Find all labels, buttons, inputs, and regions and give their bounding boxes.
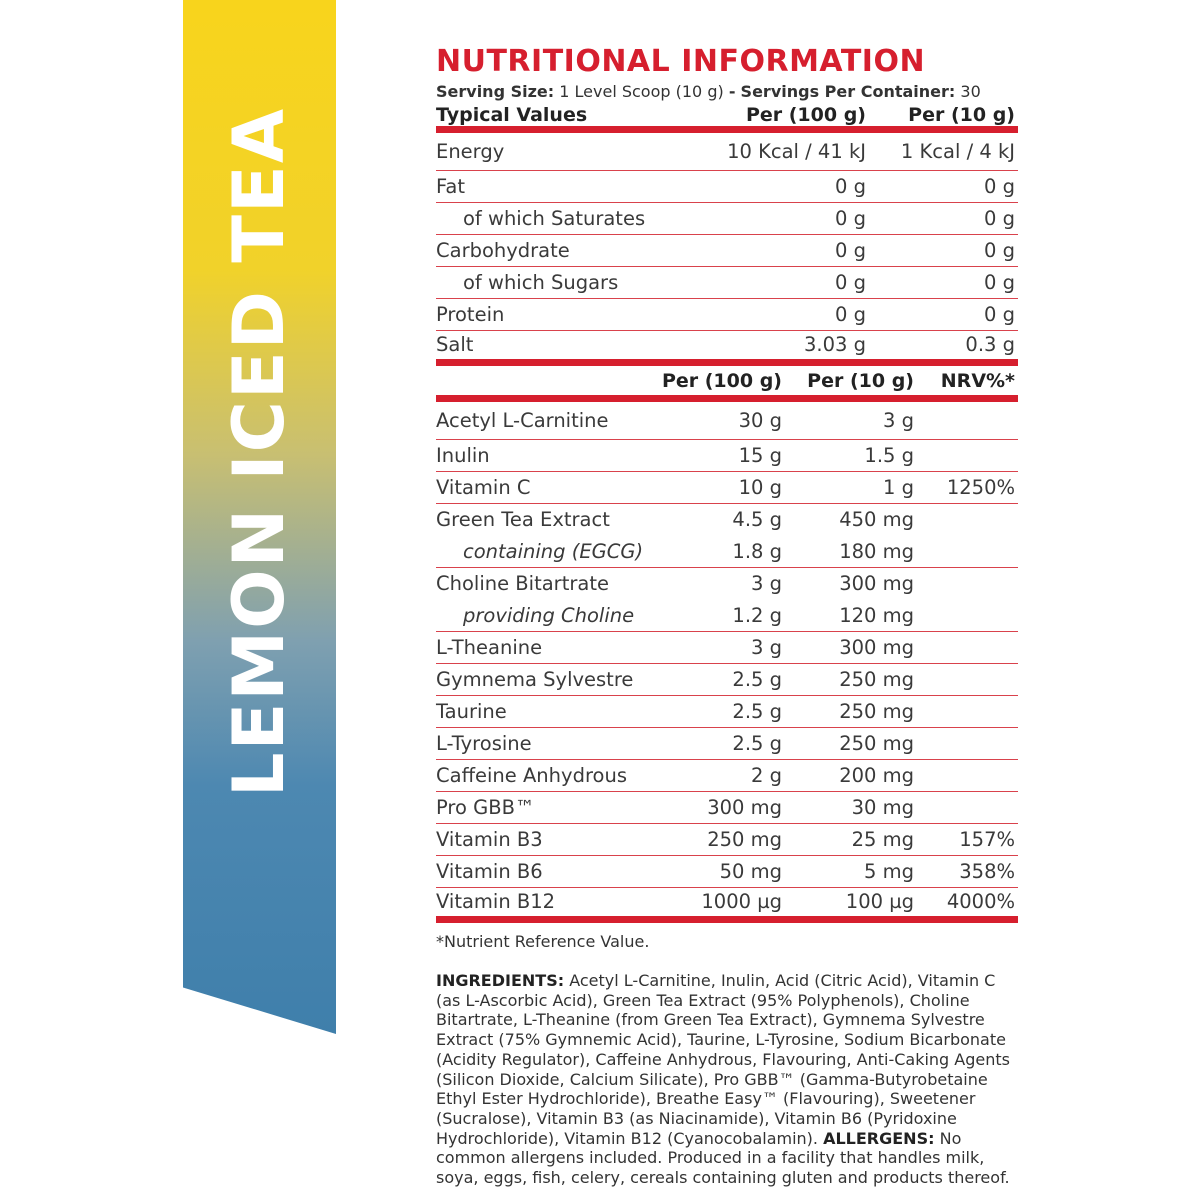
nutrient-name: Salt xyxy=(436,333,474,356)
allergens-text: No common allergens included. Produced in a facility that handles milk, soya, eggs, fish, celery, cereals containing gluten and products thereof. xyxy=(436,1128,1010,1188)
nutrition-row xyxy=(436,133,1018,171)
ingredient-name: Vitamin B3 xyxy=(436,827,543,851)
value-per-10g: 100 µg xyxy=(845,890,914,913)
value-per-100g: 0 g xyxy=(835,270,866,294)
value-per-100g: 30 g xyxy=(738,408,782,432)
serving-info xyxy=(436,81,1018,103)
header-per-10g: Per (10 g) xyxy=(908,103,1015,126)
value-per-100g: 3.03 g xyxy=(804,333,866,356)
ingredient-name: Taurine xyxy=(436,699,507,723)
ingredient-name: Acetyl L-Carnitine xyxy=(436,408,609,432)
ingredient-name: Inulin xyxy=(436,443,490,467)
ingredient-name: containing (EGCG) xyxy=(463,539,644,563)
ingredient-row xyxy=(436,600,1018,632)
value-per-10g: 1 g xyxy=(883,475,914,499)
nutrient-name: Energy xyxy=(436,139,505,163)
value-per-10g: 300 mg xyxy=(839,635,914,659)
value-per-10g: 0 g xyxy=(984,238,1015,262)
servings-per-container-value: 30 xyxy=(960,82,981,101)
value-nrv: 157% xyxy=(959,827,1015,851)
ingredient-name: Vitamin C xyxy=(436,475,531,499)
nutrition-row xyxy=(436,267,1018,299)
header-per-100g: Per (100 g) xyxy=(745,103,866,126)
nutrition-row xyxy=(436,171,1018,203)
value-per-100g: 300 mg xyxy=(707,795,782,819)
value-per-10g: 300 mg xyxy=(839,572,914,595)
ingredient-row xyxy=(436,536,1018,568)
ingredients-text xyxy=(436,971,1020,1188)
nutrition-panel xyxy=(436,44,1018,1188)
nutrient-name: Protein xyxy=(436,302,505,326)
value-per-10g: 450 mg xyxy=(839,508,914,531)
value-per-100g: 0 g xyxy=(835,302,866,326)
ingredient-row xyxy=(436,472,1018,504)
flavour-name: LEMON ICED TEA xyxy=(218,107,300,797)
value-per-10g: 1 Kcal / 4 kJ xyxy=(900,139,1015,163)
value-per-100g: 2.5 g xyxy=(732,731,782,755)
value-per-100g: 3 g xyxy=(751,572,782,595)
ingredient-row xyxy=(436,792,1018,824)
ingredient-row xyxy=(436,888,1018,923)
value-per-10g: 3 g xyxy=(883,408,914,432)
actives-header-row xyxy=(436,366,1018,402)
ingredient-row xyxy=(436,696,1018,728)
ingredient-name: Vitamin B6 xyxy=(436,859,543,883)
value-per-100g: 250 mg xyxy=(707,827,782,851)
ingredient-row xyxy=(436,568,1018,600)
ingredient-name: L-Tyrosine xyxy=(436,731,532,755)
value-per-100g: 1.2 g xyxy=(732,603,782,627)
value-per-100g: 3 g xyxy=(751,635,782,659)
value-nrv: 4000% xyxy=(946,890,1015,913)
value-per-10g: 0 g xyxy=(984,302,1015,326)
ingredient-name: Green Tea Extract xyxy=(436,508,610,531)
ingredient-name: Gymnema Sylvestre xyxy=(436,667,634,691)
actives-table xyxy=(436,366,1018,923)
value-per-100g: 0 g xyxy=(835,174,866,198)
ingredient-row xyxy=(436,728,1018,760)
value-per-10g: 120 mg xyxy=(839,603,914,627)
value-per-100g: 0 g xyxy=(835,238,866,262)
value-per-100g: 0 g xyxy=(835,206,866,230)
value-per-10g: 5 mg xyxy=(864,859,914,883)
ingredient-row xyxy=(436,440,1018,472)
header-typical-values: Typical Values xyxy=(436,103,588,126)
value-per-100g: 2.5 g xyxy=(732,667,782,691)
value-per-10g: 0 g xyxy=(984,206,1015,230)
value-per-10g: 0 g xyxy=(984,174,1015,198)
value-per-100g: 50 mg xyxy=(719,859,782,883)
ingredient-row xyxy=(436,856,1018,888)
serving-size-value: 1 Level Scoop (10 g) xyxy=(559,82,724,101)
nutrition-row xyxy=(436,331,1018,366)
ingredient-row xyxy=(436,760,1018,792)
ingredients-label: INGREDIENTS: xyxy=(436,971,565,990)
nutrition-row xyxy=(436,235,1018,267)
servings-per-container-label: Servings Per Container: xyxy=(740,82,956,101)
value-per-100g: 10 Kcal / 41 kJ xyxy=(727,139,866,163)
value-nrv: 358% xyxy=(959,859,1015,883)
value-per-100g: 15 g xyxy=(738,443,782,467)
header-nrv: NRV%* xyxy=(940,369,1015,392)
value-per-10g: 30 mg xyxy=(851,795,914,819)
value-nrv: 1250% xyxy=(946,475,1015,499)
serving-separator: - xyxy=(728,82,736,101)
nutrient-name: of which Saturates xyxy=(463,206,646,230)
panel-title: NUTRITIONAL INFORMATION xyxy=(436,44,926,79)
value-per-100g: 2 g xyxy=(751,763,782,787)
value-per-10g: 0.3 g xyxy=(965,333,1015,356)
value-per-100g: 1.8 g xyxy=(732,539,782,563)
ingredient-row xyxy=(436,664,1018,696)
ingredient-name: providing Choline xyxy=(463,603,635,627)
value-per-10g: 25 mg xyxy=(851,827,914,851)
value-per-10g: 250 mg xyxy=(839,699,914,723)
value-per-100g: 10 g xyxy=(738,475,782,499)
value-per-100g: 2.5 g xyxy=(732,699,782,723)
ingredient-name: Vitamin B12 xyxy=(436,890,556,913)
value-per-100g: 1000 µg xyxy=(701,890,782,913)
value-per-10g: 1.5 g xyxy=(864,443,914,467)
ingredient-name: Choline Bitartrate xyxy=(436,572,609,595)
value-per-100g: 4.5 g xyxy=(732,508,782,531)
ingredient-row xyxy=(436,402,1018,440)
ingredient-name: Pro GBB™ xyxy=(436,795,535,819)
nutrition-table xyxy=(436,103,1018,366)
ingredient-row xyxy=(436,504,1018,536)
ingredient-row xyxy=(436,632,1018,664)
nutrition-row xyxy=(436,299,1018,331)
ingredient-name: L-Theanine xyxy=(436,635,543,659)
serving-size-label: Serving Size: xyxy=(436,82,555,101)
nutrient-name: Carbohydrate xyxy=(436,238,570,262)
value-per-10g: 250 mg xyxy=(839,667,914,691)
ingredients-list: Acetyl L-Carnitine, Inulin, Acid (Citric Acid), Vitamin C (as L-Ascorbic Acid), Green Tea Extract (95% Polyphenols), Choline Bitartrate, L-Theanine (from Green Tea Extract), Gymnema Sylvestre Extract (75% Gymnemic Acid), Taurine, L-Tyrosine, Sodium Bicarbonate (Acidity Regulator), Caffeine Anhydrous, Flavouring, Anti-Caking Agents (Silicon Dioxide, Calcium Silicate), Pro GBB™ (Gamma-Butyrobetaine Ethyl Ester Hydrochloride), Breathe Easy™ (Flavouring), Sweetener (Sucralose), Vitamin B3 (as Niacinamide), Vitamin B6 (Pyridoxine Hydrochloride), Vitamin B12 (Cyanocobalamin). xyxy=(436,971,1010,1148)
value-per-10g: 250 mg xyxy=(839,731,914,755)
nutrient-name: of which Sugars xyxy=(463,270,619,294)
header-per-100g: Per (100 g) xyxy=(661,369,782,392)
value-per-10g: 180 mg xyxy=(839,539,914,563)
header-per-10g: Per (10 g) xyxy=(807,369,914,392)
value-per-10g: 200 mg xyxy=(839,763,914,787)
nutrition-row xyxy=(436,203,1018,235)
nrv-footnote: *Nutrient Reference Value. xyxy=(436,932,650,951)
ingredient-row xyxy=(436,824,1018,856)
nutrition-header-row xyxy=(436,103,1018,133)
nutrient-name: Fat xyxy=(436,174,466,198)
ingredient-name: Caffeine Anhydrous xyxy=(436,763,627,787)
value-per-10g: 0 g xyxy=(984,270,1015,294)
allergens-label: ALLERGENS: xyxy=(823,1128,935,1148)
